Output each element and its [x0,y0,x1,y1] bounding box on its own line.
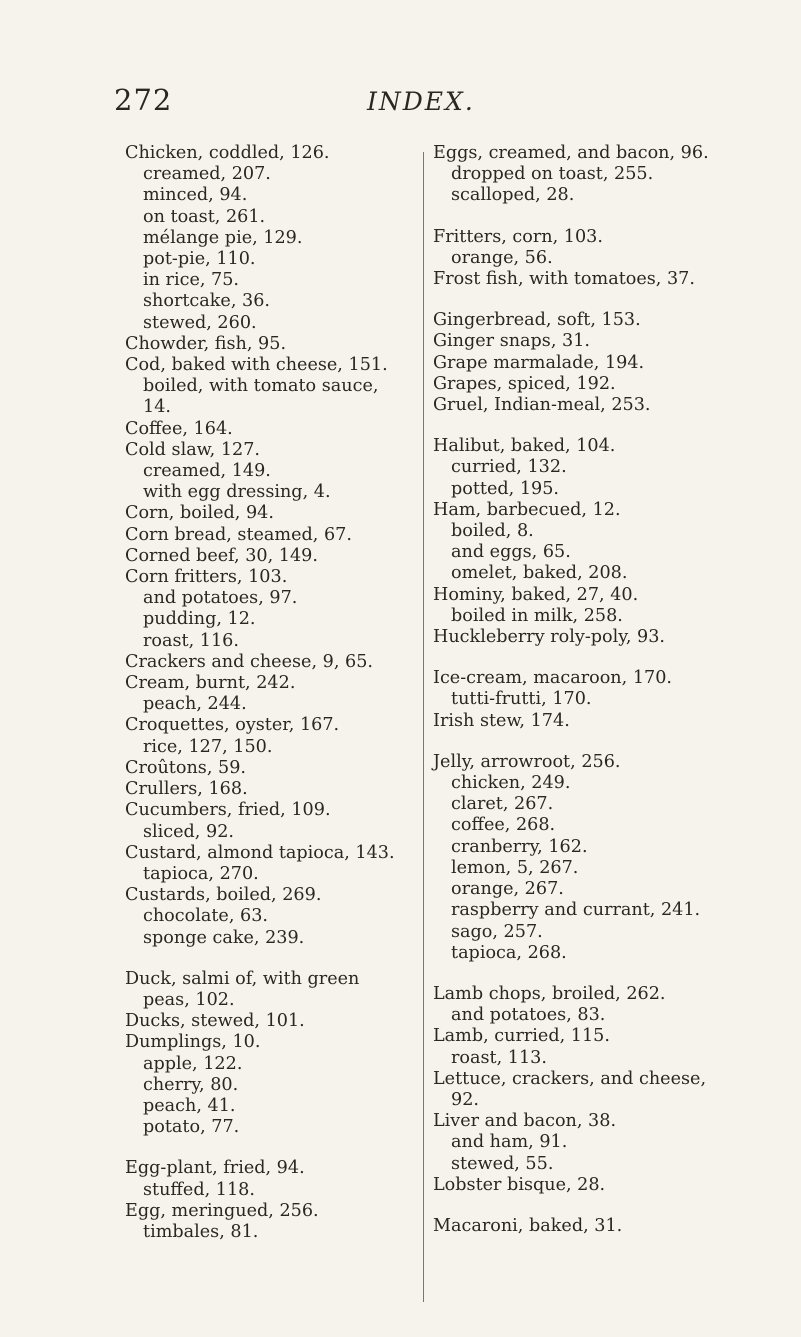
index-entry: Custard, almond tapioca, 143. [125,842,395,863]
index-entry: Ham, barbecued, 12. [433,499,621,520]
index-subentry: sago, 257. [451,921,543,942]
index-entry: Custards, boiled, 269. [125,885,322,906]
index-entry: Cucumbers, fried, 109. [125,800,331,821]
index-subentry: 92. [451,1089,479,1110]
index-subentry: tutti-frutti, 170. [451,689,592,710]
index-subentry: mélange pie, 129. [143,227,303,248]
index-entry: Lettuce, crackers, and cheese, [433,1068,707,1089]
index-entry: Coffee, 164. [125,418,233,439]
index-entry: Egg-plant, fried, 94. [125,1158,305,1179]
index-subentry: sliced, 92. [143,821,234,842]
page-number: 272 [114,83,173,117]
index-subentry: and potatoes, 83. [451,1005,606,1026]
index-entry: Huckleberry roly-poly, 93. [433,627,666,648]
index-subentry: pudding, 12. [143,609,256,630]
index-subentry: and potatoes, 97. [143,588,298,609]
index-entry: Corn bread, steamed, 67. [125,524,352,545]
index-entry: Lobster bisque, 28. [433,1174,606,1195]
index-subentry: potted, 195. [451,478,560,499]
index-subentry: stewed, 55. [451,1153,554,1174]
index-subentry: minced, 94. [143,185,248,206]
column-divider [423,152,424,1302]
index-entry: Cold slaw, 127. [125,439,261,460]
index-entry: Hominy, baked, 27, 40. [433,584,639,605]
index-subentry: omelet, baked, 208. [451,563,628,584]
index-entry: Grape marmalade, 194. [433,352,645,373]
index-subentry: boiled, 8. [451,521,534,542]
index-subentry: and eggs, 65. [451,542,571,563]
index-entry: Crullers, 168. [125,779,248,800]
index-subentry: chicken, 249. [451,773,571,794]
index-subentry: boiled, with tomato sauce, [143,376,379,397]
index-subentry: dropped on toast, 255. [451,164,654,185]
index-subentry: lemon, 5, 267. [451,857,579,878]
index-subentry: 14. [143,397,171,418]
index-subentry: and ham, 91. [451,1132,568,1153]
index-subentry: cranberry, 162. [451,836,588,857]
section-gap [433,732,733,752]
index-entry: Liver and bacon, 38. [433,1111,617,1132]
section-gap [433,290,733,310]
index-subentry: curried, 132. [451,457,567,478]
index-entry: Ducks, stewed, 101. [125,1011,305,1032]
index-subentry: scalloped, 28. [451,185,575,206]
index-entry: Halibut, baked, 104. [433,436,616,457]
index-entry: Frost fish, with tomatoes, 37. [433,269,695,290]
section-gap [125,949,411,969]
index-subentry: sponge cake, 239. [143,927,305,948]
index-subentry: timbales, 81. [143,1221,259,1242]
index-subentry: coffee, 268. [451,815,556,836]
index-subentry: apple, 122. [143,1053,243,1074]
index-entry: Ginger snaps, 31. [433,331,590,352]
index-entry: Cod, baked with cheese, 151. [125,355,388,376]
index-subentry: stuffed, 118. [143,1179,255,1200]
index-subentry: peach, 41. [143,1095,236,1116]
index-entry: Cream, burnt, 242. [125,673,296,694]
index-subentry: tapioca, 270. [143,863,259,884]
index-subentry: roast, 113. [451,1047,547,1068]
index-entry: Corn, boiled, 94. [125,503,274,524]
index-entry: Grapes, spiced, 192. [433,373,616,394]
index-subentry: roast, 116. [143,630,239,651]
index-subentry: potato, 77. [143,1117,240,1138]
section-gap [433,207,733,227]
index-subentry: with egg dressing, 4. [143,482,331,503]
index-entry: Chicken, coddled, 126. [125,143,330,163]
section-gap [433,1196,733,1216]
index-entry: Crackers and cheese, 9, 65. [125,651,373,672]
index-subentry: boiled in milk, 258. [451,605,623,626]
index-entry: Croûtons, 59. [125,757,246,778]
index-entry: Dumplings, 10. [125,1032,261,1053]
index-subentry: tapioca, 268. [451,942,567,963]
index-subentry: creamed, 207. [143,164,271,185]
index-subentry: rice, 127, 150. [143,736,273,757]
index-subentry: creamed, 149. [143,461,271,482]
index-entry: Chowder, fish, 95. [125,333,287,354]
section-gap [433,416,733,436]
index-entry: Macaroni, baked, 31. [433,1215,623,1236]
index-entry: Eggs, creamed, and bacon, 96. [433,143,709,163]
section-gap [433,648,733,668]
index-subentry: chocolate, 63. [143,906,268,927]
index-subentry: orange, 267. [451,879,564,900]
index-entry: Fritters, corn, 103. [433,226,603,247]
index-entry: Egg, meringued, 256. [125,1200,319,1221]
index-subentry: peach, 244. [143,694,247,715]
index-subentry: cherry, 80. [143,1074,239,1095]
index-subentry: raspberry and currant, 241. [451,900,701,921]
index-entry: Corn fritters, 103. [125,567,288,588]
index-subentry: stewed, 260. [143,312,257,333]
section-gap [125,1138,411,1158]
index-entry: Duck, salmi of, with green [125,968,360,989]
index-subentry: orange, 56. [451,247,553,268]
index-column-right [433,143,733,1237]
index-entry: Gruel, Indian-meal, 253. [433,395,651,416]
index-entry: Lamb chops, broiled, 262. [433,983,666,1004]
section-gap [433,964,733,984]
index-entry: Jelly, arrowroot, 256. [433,751,621,772]
index-entry: Gingerbread, soft, 153. [433,310,641,331]
index-subentry: shortcake, 36. [143,291,271,312]
index-subentry: pot-pie, 110. [143,249,256,270]
index-subentry: claret, 267. [451,794,554,815]
running-head: INDEX. [367,87,475,116]
index-subentry: on toast, 261. [143,206,266,227]
index-subentry: peas, 102. [143,989,235,1010]
index-subentry: in rice, 75. [143,270,240,291]
index-entry: Lamb, curried, 115. [433,1026,610,1047]
index-entry: Ice-cream, macaroon, 170. [433,668,672,689]
index-entry: Irish stew, 174. [433,710,570,731]
index-entry: Croquettes, oyster, 167. [125,715,340,736]
index-column-left [125,143,411,1243]
index-entry: Corned beef, 30, 149. [125,545,318,566]
